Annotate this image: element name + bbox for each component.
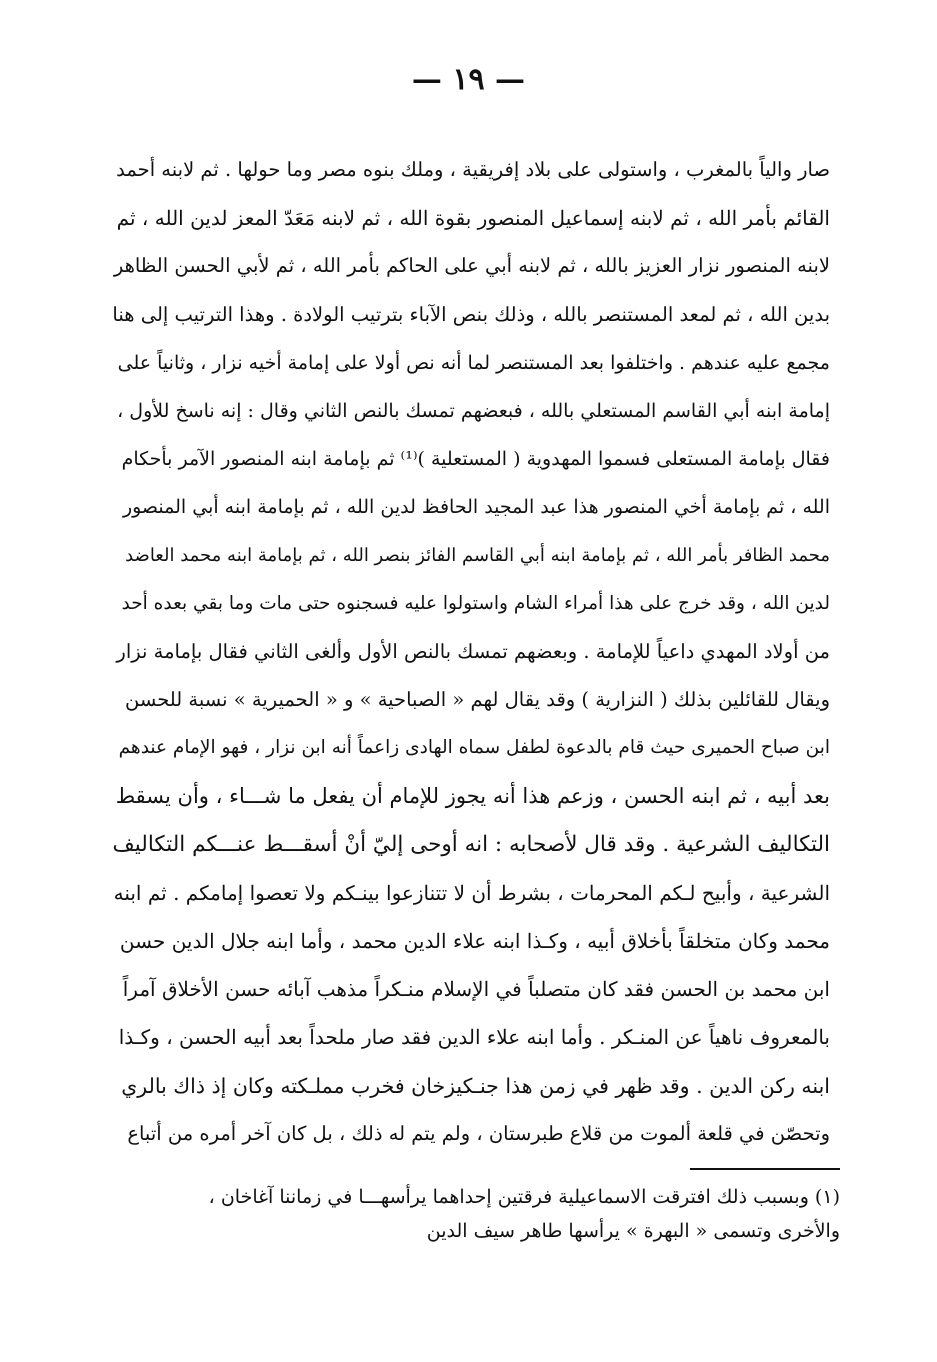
text-line: من أولاد المهدي داعياً للإمامة . وبعضهم تمسك بالنص الأول وألغى الثاني فقال بإمامة نزار bbox=[116, 639, 830, 663]
text-line: لدين الله ، وقد خرج على هذا أمراء الشام واستولوا عليه فسجنوه حتى مات وما بقي بعده أحد bbox=[121, 592, 830, 614]
text-line: ابن صباح الحميرى حيث قام بالدعوة لطفل سماه الهادى زاعماً أنه ابن نزار ، فهو الإمام عندهم bbox=[118, 737, 830, 759]
text-line: القائم بأمر الله ، ثم لابنه إسماعيل المنصور بقوة الله ، ثم لابنه مَعَدّ المعز لدين الله ، ثم bbox=[116, 206, 830, 231]
text-line: التكاليف الشرعية . وقد قال لأصحابه : انه أوحى إليّ أنْ أسقـــط عنـــكم التكاليف bbox=[112, 831, 830, 857]
footnote-line: (١) وبسبب ذلك افترقت الاسماعيلية فرقتين إحداهما يرأسهـــا في زماننا آغاخان ، bbox=[208, 1186, 840, 1208]
text-line: بعد أبيه ، ثم ابنه الحسن ، وزعم هذا أنه يجوز للإمام أن يفعل ما شـــاء ، وأن يسقط bbox=[115, 784, 830, 809]
footnote-line: والأخرى وتسمى « البهرة » يرأسها طاهر سيف الدين bbox=[426, 1220, 840, 1242]
text-line: الله ، ثم بإمامة أخي المنصور هذا عبد المجيد الحافظ لدين الله ، ثم بإمامة ابنه أبي المنصور bbox=[122, 496, 830, 519]
text-line: بالمعروف ناهياً عن المنـكر . وأما ابنه علاء الدين فقد صار ملحداً بعد أبيه الحسن ، وكـذا bbox=[118, 1025, 830, 1050]
text-line: فقال بإمامة المستعلى فسموا المهدوية ( المستعلية )⁽¹⁾ ثم بإمامة ابنه المنصور الآمر بأحكام bbox=[121, 448, 830, 471]
body-text bbox=[110, 146, 830, 1158]
text-line: بدين الله ، ثم لمعد المستنصر بالله ، وذلك بنص الآباء بترتيب الولادة . وهذا الترتيب إلى هنا bbox=[112, 302, 830, 326]
text-line: وتحصّن في قلعة ألموت من قلاع طبرستان ، ولم يتم له ذلك ، بل كان آخر أمره من أتباع bbox=[127, 1121, 830, 1145]
text-line: محمد الظافر بأمر الله ، ثم بإمامة ابنه أبي القاسم الفائز بنصر الله ، ثم بإمامة ابنه محمد العاضد bbox=[125, 544, 830, 566]
text-line: ابن محمد بن الحسن فقد كان متصلباً في الإسلام منـكراً مذهب آبائه حسن الأخلاق آمراً bbox=[122, 977, 830, 1002]
text-line: لابنه المنصور نزار العزيز بالله ، ثم لابنه أبي على الحاكم بأمر الله ، ثم لأبي الحسن الظاهر bbox=[113, 254, 830, 278]
text-line: إمامة ابنه أبي القاسم المستعلي بالله ، فبعضهم تمسك بالنص الثاني وقال : إنه ناسخ للأول ، bbox=[117, 399, 830, 422]
page-number: — ١٩ — bbox=[411, 62, 526, 97]
text-line: محمد وكان متخلقاً بأخلاق أبيه ، وكـذا ابنه علاء الدين محمد ، وأما ابنه جلال الدين حسن bbox=[119, 929, 830, 953]
text-line: صار والياً بالمغرب ، واستولى على بلاد إفريقية ، وملك بنوه مصر وما حولها . ثم لابنه أحمد bbox=[116, 158, 830, 181]
text-line: الشرعية ، وأبيح لـكم المحرمات ، بشرط أن لا تتنازعوا بينـكم ولا تعصوا إمامكم . ثم ابنه bbox=[113, 880, 830, 905]
footnote bbox=[130, 1180, 840, 1248]
text-line: ابنه ركن الدين . وقد ظهر في زمن هذا جنـكيزخان فخرب مملـكته وكان إذ ذاك بالري bbox=[121, 1073, 830, 1098]
text-line: ويقال للقائلين بذلك ( النزارية ) وقد يقال لهم « الصباحية » و « الحميرية » نسبة للحسن bbox=[124, 688, 830, 712]
text-line: مجمع عليه عندهم . واختلفوا بعد المستنصر لما أنه نص أولا على إمامة أخيه نزار ، وثانياً على bbox=[117, 351, 830, 374]
footnote-divider bbox=[690, 1168, 840, 1170]
